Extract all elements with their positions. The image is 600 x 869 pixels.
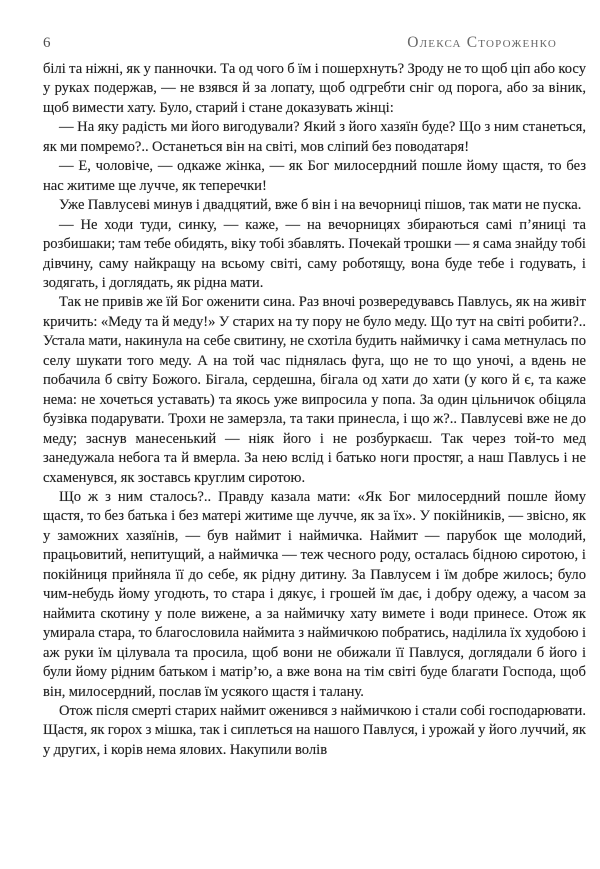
- body-paragraph: Що ж з ним сталось?.. Правду казала мати: «Як Бог милосердний пошле йому щастя, то без батька і без матері житиме ще лучче, як за їх». У покійників, — звісно, як у заможних хазяїнів, — був наймит і наймичка. Наймит — парубок ще молодий, працьовитий, непитущий, а наймичка — теж чесного роду, осталась бідною сиротою, і покійниця прийняла її до себе, як рідну дитину. За Павлусем і їм добре жилось; було чим-небудь йому угодють, то стара і дякує, і грошей їм дає, і добру одежу, а часом за наймита скотину у поле вижене, а за наймичку хату вимете і води принесе. Отож як умирала стара, то благословила наймита з наймичкою побратись, наділила їх худобою і аж руки їм цілувала та просила, щоб вони не обижали її Павлуся, доглядали б його і були йому рідним батьком і матір’ю, а вже вона на тім світі буде благати Господа, щоб він, милосердний, послав їм усякого щастя і талану.: [43, 488, 586, 700]
- running-head: [43, 34, 557, 52]
- body-paragraph: — На яку радість ми його вигодували? Який з його хазяїн буде? Що з ним станеться, як ми помремо?.. Останеться він на світі, мов сліпий без поводатаря!: [43, 119, 586, 155]
- body-paragraph: Уже Павлусеві минув і двадцятий, вже б він і на вечорниці пішов, так мати не пуска.: [59, 197, 582, 214]
- running-header-author: Олекса Стороженко: [407, 34, 557, 51]
- body-paragraph: білі та ніжні, як у панночки. Та од чого б їм і пошерхнуть? Зроду не то щоб ціп або косу у руках подержав, — не взявся й за лопату, щоб одгребти сніг од порога, або за віник, щоб вимести хату. Було, старий і стане доказувать жінці:: [43, 61, 586, 116]
- body-paragraph: — Не ходи туди, синку, — каже, — на вечорницях збираються самі п’яниці та розбишаки; там тебе обидять, віку тобі збавлять. Почекай трошки — я сама знайду тобі дівчину, саму найкращу на всьому світі, саму роботящу, вона буде тебе і годувать, і зодягать, і доглядать, як рідна мати.: [43, 216, 586, 291]
- body-paragraph: — Е, чоловіче, — одкаже жінка, — як Бог милосердний пошле йому щастя, то без нас житиме ще лучче, як теперечки!: [43, 158, 586, 194]
- body-paragraph: Отож після смерті старих наймит оженився з наймичкою і стали собі господарювати. Щастя, як горох з мішка, так і сиплеться на нашого Павлуся, і урожай у його луччий, як у других, і корів нема ялових. Накупили волів: [43, 702, 587, 758]
- body-text: [43, 60, 586, 760]
- page-number: 6: [43, 35, 51, 51]
- body-paragraph: Так не привів же їй Бог оженити сина. Раз вночі розвередувавсь Павлусь, як на живіт кричить: «Меду та й меду!» У старих на ту пору не було меду. Що тут на світі робити?.. Устала мати, накинула на себе свитину, не схотіла будить наймичку і сама метнулась по селу шукати того меду. А на той час піднялась фуга, що не то що уночі, а вдень не побачила б світу Божого. Бігала, сердешна, бігала од хати до хати (у кого й є, та каже нема: не хочеться уставать) та якось уже випросила у попа. За один цільничок обіцяла бузівка подарувати. Трохи не замерзла, та таки принесла, і що ж?.. Павлусеві вже не до меду; заснув манесенький — ніяк його і не розбуркаєш. Так через той-то мед занедужала небога та й вмерла. За нею вслід і батько ноги простяг, а наш Павлусь і не схаменувся, як зоставсь круглим сиротою.: [43, 294, 586, 486]
